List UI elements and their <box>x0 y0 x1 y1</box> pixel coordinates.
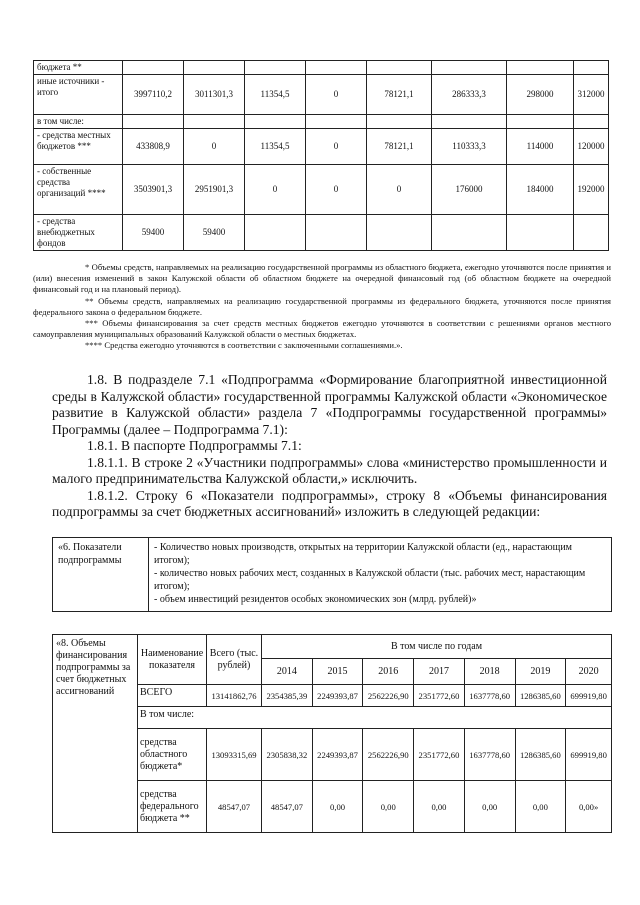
cell-value: 0,00 <box>312 781 363 833</box>
table-row <box>53 685 612 707</box>
table-row <box>34 215 609 251</box>
cell-value: 0,00 <box>414 781 465 833</box>
cell-value: 176000 <box>432 165 507 215</box>
year-header: 2018 <box>464 659 515 685</box>
table-row <box>53 781 612 833</box>
table-row <box>53 707 612 729</box>
footnote: * Объемы средств, направляемых на реализацию государственной программы из областного бюджета, ежегодно уточняются после принятия и (или) внесения изменений в закон Калужской области об областном бюджете на очередной финансовый год (об областном бюджете на очередной финансовый год и на плановый период). <box>33 262 611 295</box>
cell-value: 1286385,60 <box>515 685 566 707</box>
table-row <box>34 165 609 215</box>
paragraph: 1.8. В подразделе 7.1 «Подпрограмма «Формирование благоприятной инвестиционной среды в Калужской области» государственной программы Калужской области «Экономическое развитие в Калужской области» раздела 7 «Подпрограммы государственной программы» Программы (далее – Подпрограмма 7.1): <box>52 372 607 437</box>
cell-value: 1286385,60 <box>515 729 566 781</box>
cell-value: 0,00 <box>464 781 515 833</box>
cell-value: 2951901,3 <box>184 165 245 215</box>
financing-table <box>52 634 612 833</box>
indicator-item: - Количество новых производств, открытых на территории Калужской области (ед., нарастающим итогом); <box>154 542 573 566</box>
cell-value: 298000 <box>507 75 574 115</box>
cell-value: 2249393,87 <box>312 729 363 781</box>
table-row <box>53 659 612 685</box>
footnotes <box>33 262 611 352</box>
cell-value: 2351772,60 <box>414 729 465 781</box>
row-label: - собственные средства организаций **** <box>34 165 123 215</box>
indicators-table <box>52 537 612 612</box>
cell-value: 78121,1 <box>367 75 432 115</box>
year-header: 2015 <box>312 659 363 685</box>
cell-value: 0 <box>306 165 367 215</box>
row-label: бюджета ** <box>34 61 123 75</box>
cell-value: 699919,80 <box>566 729 612 781</box>
cell-value: 0 <box>306 75 367 115</box>
indicator-item: - объем инвестиций резидентов особых экономических зон (млрд. рублей)» <box>154 594 477 605</box>
cell-value: 1637778,60 <box>464 685 515 707</box>
year-header: 2020 <box>566 659 612 685</box>
cell-value: 11354,5 <box>245 129 306 165</box>
footnote: **** Средства ежегодно уточняются в соответствии с заключенными соглашениями.». <box>85 340 403 351</box>
row-label: - средства внебюджетных фондов <box>34 215 123 251</box>
sources-table <box>33 60 609 251</box>
cell-value: 2354385,39 <box>262 685 313 707</box>
cell-value: 13093315,69 <box>207 729 262 781</box>
paragraph: 1.8.1.1. В строке 2 «Участники подпрограммы» слова «министерство промышленности и малого предпринимательства Калужской области,» исключить. <box>52 454 607 486</box>
cell-value: 110333,3 <box>432 129 507 165</box>
table-row <box>53 729 612 781</box>
cell-value: 0,00 <box>515 781 566 833</box>
footnote: ** Объемы средств, направляемых на реализацию государственной программы из федерального бюджета, уточняются после принятия федерального закона о федеральном бюджете. <box>33 295 611 317</box>
cell-value: 120000 <box>574 129 609 165</box>
cell-value: 3011301,3 <box>184 75 245 115</box>
year-header: 2014 <box>262 659 313 685</box>
row-label: - средства местных бюджетов *** <box>34 129 123 165</box>
cell-value: 2249393,87 <box>312 685 363 707</box>
table-row <box>53 635 612 659</box>
year-header: 2016 <box>363 659 414 685</box>
cell-value: 2562226,90 <box>363 729 414 781</box>
financing-title-text: «8. Объемы финансирования подпрограммы за счет бюджетных ассигнований <box>56 638 131 697</box>
paragraph: 1.8.1. В паспорте Подпрограммы 7.1: <box>87 438 302 453</box>
year-header: 2019 <box>515 659 566 685</box>
year-header: 2017 <box>414 659 465 685</box>
row-label: В том числе: <box>138 707 612 729</box>
cell-value: 0 <box>306 129 367 165</box>
column-header: Наименование показателя <box>138 635 207 685</box>
table-row <box>53 538 612 612</box>
cell-value: 192000 <box>574 165 609 215</box>
cell-value: 0,00 <box>363 781 414 833</box>
cell-value: 0,00» <box>566 781 612 833</box>
indicator-item: - количество новых рабочих мест, созданных в Калужской области (тыс. рабочих мест, нарастающим итогом); <box>154 568 586 592</box>
cell-value: 114000 <box>507 129 574 165</box>
cell-value: 11354,5 <box>245 75 306 115</box>
cell-value: 433808,9 <box>123 129 184 165</box>
cell-value: 48547,07 <box>262 781 313 833</box>
cell-value: 59400 <box>184 215 245 251</box>
cell-value: 286333,3 <box>432 75 507 115</box>
cell-value: 3503901,3 <box>123 165 184 215</box>
row-label: ВСЕГО <box>138 685 207 707</box>
cell-value: 2305838,32 <box>262 729 313 781</box>
amendment-text <box>52 372 607 521</box>
indicators-title: «6. Показатели подпрограммы <box>53 538 149 612</box>
cell-value: 0 <box>367 165 432 215</box>
footnote: *** Объемы финансирования за счет средств местных бюджетов ежегодно уточняются в соответствии с решениями органов местного самоуправления муниципальных образований Калужской области о местных бюджетах. <box>33 318 611 340</box>
table-row <box>34 115 609 129</box>
table-row <box>34 61 609 75</box>
cell-value: 184000 <box>507 165 574 215</box>
row-label: средства областного бюджета* <box>138 729 207 781</box>
indicators-list <box>149 538 612 612</box>
table-row <box>34 129 609 165</box>
row-label: в том числе: <box>34 115 123 129</box>
row-label: средства федерального бюджета ** <box>138 781 207 833</box>
cell-value: 2351772,60 <box>414 685 465 707</box>
cell-value: 0 <box>245 165 306 215</box>
cell-value: 13141862,76 <box>207 685 262 707</box>
row-label: иные источники - итого <box>34 75 123 115</box>
cell-value: 48547,07 <box>207 781 262 833</box>
cell-value: 3997110,2 <box>123 75 184 115</box>
cell-value: 1637778,60 <box>464 729 515 781</box>
cell-value: 699919,80 <box>566 685 612 707</box>
paragraph: 1.8.1.2. Строку 6 «Показатели подпрограммы», строку 8 «Объемы финансирования подпрограммы за счет бюджетных ассигнований» изложить в следующей редакции: <box>52 487 607 519</box>
table-row <box>34 75 609 115</box>
column-header: Всего (тыс. рублей) <box>207 635 262 685</box>
cell-value: 78121,1 <box>367 129 432 165</box>
cell-value: 312000 <box>574 75 609 115</box>
cell-value: 59400 <box>123 215 184 251</box>
cell-value: 2562226,90 <box>363 685 414 707</box>
column-header: В том числе по годам <box>262 635 612 659</box>
cell-value: 0 <box>184 129 245 165</box>
